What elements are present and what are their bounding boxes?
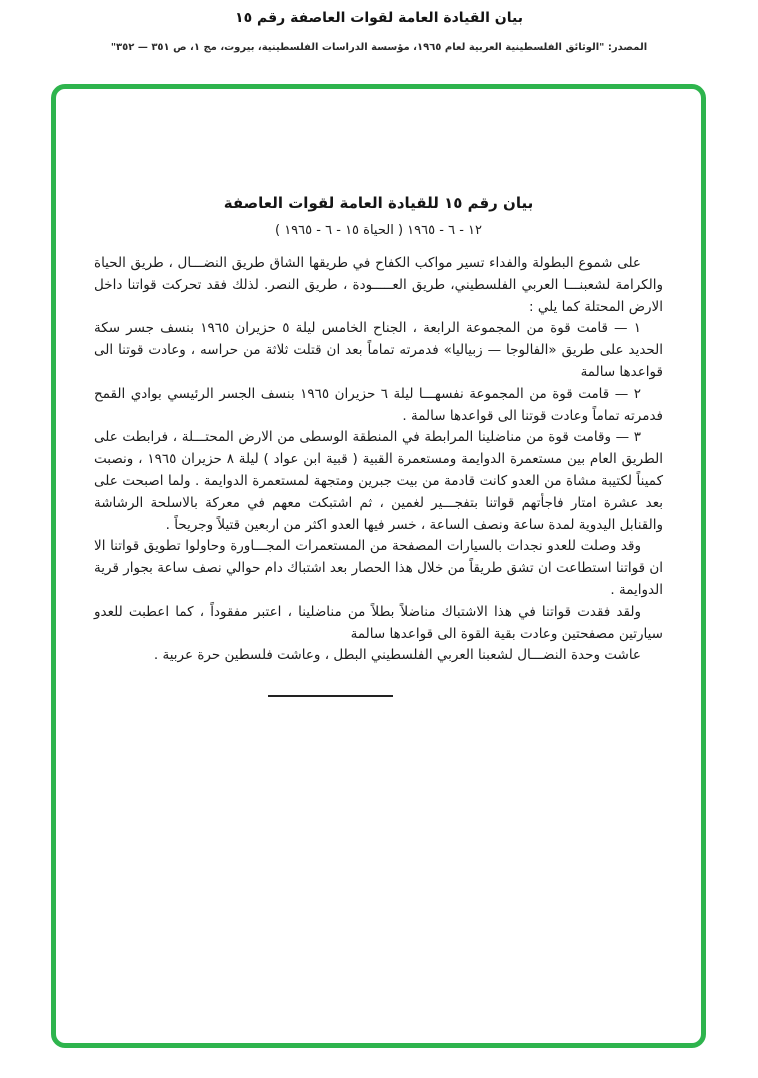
signature-divider [268, 695, 393, 697]
paragraph-item-1: ١ — قامت قوة من المجموعة الرابعة ، الجناح الخامس ليلة ٥ حزيران ١٩٦٥ بنسف جسر سكة الحديد على طريق «الفالوجا — زبياليا» فدمرته تماماً بعد ان قتلت ثلاثة من حراسه ، وعادت قوتنا الى قواعدها سالمة [94, 320, 663, 380]
document-date-line: ١٢ - ٦ - ١٩٦٥ ( الحياة ١٥ - ٦ - ١٩٦٥ ) [274, 223, 482, 238]
document-body [94, 253, 663, 667]
page-header [0, 8, 758, 55]
document-title: بيان رقم ١٥ للقيادة العامة لقوات العاصفة [223, 194, 534, 212]
document-content [94, 193, 663, 697]
header-source-citation: المصدر: "الوثائق الفلسطينية العربية لعام ١٩٦٥، مؤسسة الدراسات الفلسطينية، بيروت، مج ١، ص ٣٥١ — ٣٥٢" [110, 42, 648, 53]
document-green-frame [51, 84, 706, 1048]
header-title: بيان القيادة العامة لقوات العاصفة رقم ١٥ [235, 10, 523, 26]
paragraph-intro: على شموع البطولة والفداء تسير مواكب الكفاح في طريقها الشاق طريق النضـــال ، طريق الحياة والكرامة لشعبنـــا العربي الفلسطيني، طريق العـــــودة ، طريق النصر. لذلك فقد تحركت قواتنا داخل الارض المحتلة كما يلي : [94, 255, 663, 315]
paragraph-reinforcements: وقد وصلت للعدو نجدات بالسيارات المصفحة من المستعمرات المجـــاورة وحاولوا تطويق قواتنا الا ان قواتنا استطاعت ان تشق طريقاً من خلال هذا الحصار بعد اشتباك دام حوالي نصف ساعة بجوار قرية الدوايمة . [94, 538, 663, 598]
paragraph-closing: عاشت وحدة النضـــال لشعبنا العربي الفلسطيني البطل ، وعاشت فلسطين حرة عربية . [153, 647, 641, 664]
paragraph-losses: ولقد فقدت قواتنا في هذا الاشتباك مناضلاً بطلاً من مناضلينا ، اعتبر مفقوداً ، كما اعطبت للعدو سيارتين مصفحتين وعادت بقية القوة الى قواعدها سالمة [94, 603, 663, 642]
paragraph-item-3: ٣ — وقامت قوة من مناضلينا المرابطة في المنطقة الوسطى من الارض المحتـــلة ، فرابطت على الطريق العام بين مستعمرة الدوايمة ومستعمرة القبية ( قبية ابن عواد ) ليلة ٨ حزيران ١٩٦٥ ، ونصبت كميناً لكتيبة مشاة من العدو كانت قادمة من بيت جبرين ومتجهة لمستعمرة الدوايمة . ولما اصبحت على بعد عشرة امتار فاجأتهم قواتنا بتفجـــير لغمين ، ثم اشتبكت معهم في معركة بالاسلحة الرشاشة والقنابل اليدوية لمدة ساعة ونصف الساعة ، خسر فيها العدو اكثر من اربعين قتيلاً وجريحاً . [94, 429, 663, 533]
paragraph-item-2: ٢ — قامت قوة من المجموعة نفسهـــا ليلة ٦ حزيران ١٩٦٥ بنسف الجسر الرئيسي بوادي القمح فدمرته تماماً وعادت قوتنا الى قواعدها سالمة . [94, 385, 663, 424]
